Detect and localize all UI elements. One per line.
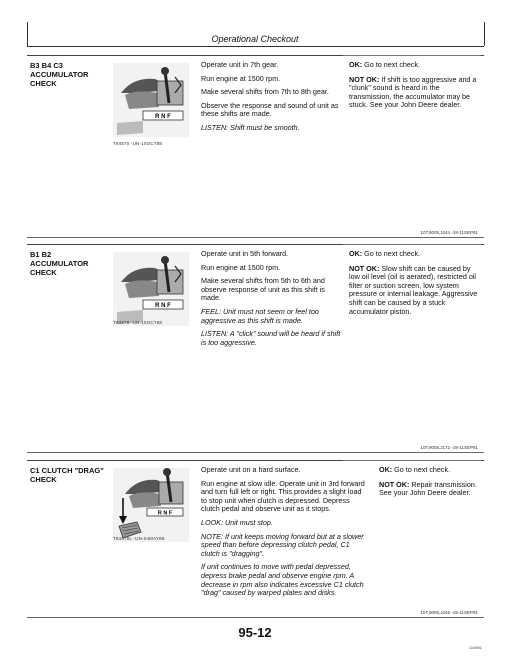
procedure-step: Operate unit on a hard surface.: [201, 465, 301, 474]
section-reference-code: 10T,9005,J172 -19-11SEP91: [420, 445, 478, 450]
header-rule: [27, 46, 484, 47]
section-c1-clutch-drag: [27, 460, 484, 620]
procedure-step: Make several shifts from 5th to 6th and observe response of unit as this shift is made.: [201, 276, 325, 303]
section-bottom-rule: [27, 617, 484, 618]
procedure-note: LISTEN: Shift must be smooth.: [201, 122, 300, 132]
section-title: B3 B4 C3 ACCUMULATOR CHECK: [30, 61, 89, 88]
procedure-step: Run engine at slow idle. Operate unit in 3rd forward and turn full left or right. This provides a slight load to stop unit when clutch is depressed. Depress clutch pedal and observe unit as it stops.: [201, 478, 365, 514]
section-title: C1 CLUTCH "DRAG" CHECK: [30, 466, 104, 484]
procedure-steps: [201, 61, 341, 138]
shift-lever-illustration: [113, 63, 189, 137]
page-number: 95-12: [238, 625, 272, 640]
procedure-step: Observe the response and sound of unit as these shifts are made.: [201, 100, 339, 119]
not-ok-result: NOT OK: Slow shift can be caused by low oil level (oil is aerated), restricted oil filter or suction screen, low system pressure or internal leakage. Aggressive shift can be caused by a stuck accumulator piston.: [349, 263, 478, 316]
procedure-step: Run engine at 1500 rpm.: [201, 262, 281, 272]
ok-result: OK: Go to next check.: [379, 465, 451, 474]
clutch-pedal-illustration: [113, 468, 189, 542]
procedure-steps: [201, 466, 369, 603]
figure-reference: T84570 -UN-10OCT88: [113, 141, 163, 146]
procedure-step: Make several shifts from 7th to 8th gear.: [201, 87, 329, 97]
corner-code: 110691: [468, 645, 482, 650]
not-ok-result: NOT OK: Repair transmission. See your John Deere dealer.: [379, 479, 477, 498]
figure-reference: T84578 -UN-10OCT88: [113, 320, 163, 325]
procedure-note: FEEL: Unit must not seem or feel too aggressive as this shift is made.: [201, 306, 319, 325]
ok-result: OK: Go to next check.: [349, 60, 421, 69]
procedure-note: LOOK: Unit must stop.: [201, 517, 273, 527]
section-title: B1 B2 ACCUMULATOR CHECK: [30, 250, 89, 277]
procedure-steps: [201, 250, 341, 352]
check-result: [349, 250, 479, 322]
section-b1-b2-accumulator: [27, 244, 484, 453]
shift-pattern-label: R N F: [157, 510, 173, 517]
check-result: [349, 61, 479, 116]
section-bottom-rule: [27, 452, 484, 453]
result-box-top-rule: [343, 460, 481, 461]
shift-lever-illustration: [113, 252, 189, 326]
result-box-top-rule: [343, 244, 481, 245]
section-bottom-rule: [27, 237, 484, 238]
check-result: [379, 466, 479, 504]
procedure-note: LISTEN: A "click" sound will be heard if shift is too aggressive.: [201, 329, 341, 347]
shift-pattern-label: R N F: [155, 114, 171, 120]
section-reference-code: 10T,9005,J245 -19-11SEP91: [420, 610, 478, 615]
page-header-title: Operational Checkout: [211, 34, 299, 44]
procedure-note: NOTE: If unit keeps moving forward but at a slower speed than before depressing clutch pedal, C1 clutch is "dragging".: [201, 531, 364, 558]
section-reference-code: 10T,9005,J244 -19-11SEP91: [420, 230, 478, 235]
result-box-top-rule: [343, 55, 481, 56]
section-b3-b4-c3-accumulator: [27, 55, 484, 238]
ok-result: OK: Go to next check.: [349, 249, 421, 258]
figure-reference: T84575L -UN-04MAY89: [113, 536, 165, 541]
procedure-note: If unit continues to move with pedal depressed, depress brake pedal and observe engine rpm. A decrease in rpm also indicates excessive C1 clutch "drag" caused by warped plates and disks.: [201, 562, 364, 598]
procedure-step: Operate unit in 5th forward.: [201, 249, 289, 258]
procedure-step: Run engine at 1500 rpm.: [201, 73, 281, 83]
procedure-step: Operate unit in 7th gear.: [201, 60, 279, 69]
not-ok-result: NOT OK: If shift is too aggressive and a "clunk" sound is heard in the transmission, the accumulator may be stuck. See your John Deere dealer.: [349, 74, 477, 110]
shift-pattern-label: R N F: [155, 303, 171, 309]
